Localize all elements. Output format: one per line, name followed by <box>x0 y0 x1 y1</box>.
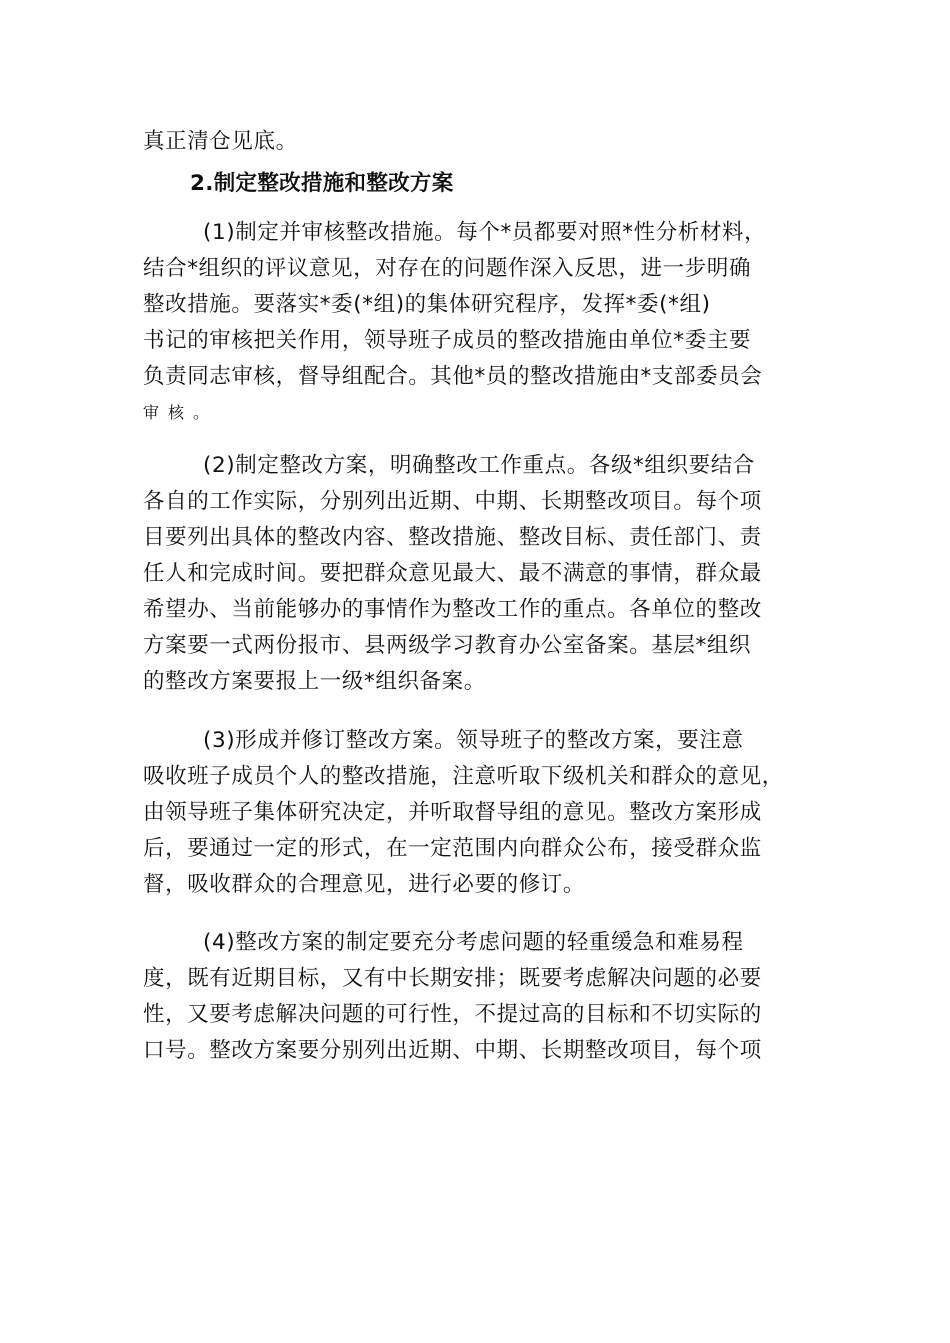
paragraph-1-line: 审核。 <box>143 403 219 422</box>
paragraph-2-line: 各自的工作实际，分别列出近期、中期、长期整改项目。每个项 <box>143 489 762 514</box>
paragraph-2-line: 希望办、当前能够办的事情作为整改工作的重点。各单位的整改 <box>143 597 762 622</box>
intro-line: 真正清仓见底。 <box>143 129 298 154</box>
paragraph-3-line: (3)形成并修订整改方案。领导班子的整改方案，要注意 <box>203 728 744 753</box>
paragraph-2-line: 方案要一式两份报市、县两级学习教育办公室备案。基层*组织 <box>143 633 752 658</box>
paragraph-1-line: (1)制定并审核整改措施。每个*员都要对照*性分析材料， <box>203 220 767 245</box>
paragraph-3-line: 督，吸收群众的合理意见，进行必要的修订。 <box>143 872 586 897</box>
paragraph-3-line: 吸收班子成员个人的整改措施，注意听取下级机关和群众的意见， <box>143 764 784 789</box>
paragraph-1-line: 结合*组织的评议意见，对存在的问题作深入反思，进一步明确 <box>143 256 752 281</box>
section-heading: 2.制定整改措施和整改方案 <box>190 171 454 196</box>
paragraph-4-line: (4)整改方案的制定要充分考虑问题的轻重缓急和难易程 <box>203 930 744 955</box>
paragraph-3-line: 由领导班子集体研究决定，并听取督导组的意见。整改方案形成 <box>143 800 762 825</box>
paragraph-1-line: 整改措施。要落实*委(*组)的集体研究程序，发挥*委(*组) <box>143 292 711 317</box>
paragraph-4-line: 性，又要考虑解决问题的可行性，不提过高的目标和不切实际的 <box>143 1002 762 1027</box>
paragraph-2-line: 任人和完成时间。要把群众意见最大、最不满意的事情，群众最 <box>143 561 762 586</box>
paragraph-4-line: 度，既有近期目标，又有中长期安排；既要考虑解决问题的必要 <box>143 966 762 991</box>
paragraph-1-line: 书记的审核把关作用，领导班子成员的整改措施由单位*委主要 <box>143 328 752 353</box>
paragraph-2-line: 的整改方案要报上一级*组织备案。 <box>143 669 486 694</box>
paragraph-2-line: 目要列出具体的整改内容、整改措施、整改目标、责任部门、责 <box>143 525 762 550</box>
paragraph-1-line: 负责同志审核，督导组配合。其他*员的整改措施由*支部委员会 <box>143 364 763 389</box>
paragraph-2-line: (2)制定整改方案，明确整改工作重点。各级*组织要结合 <box>203 453 755 478</box>
paragraph-4-line: 口号。整改方案要分别列出近期、中期、长期整改项目，每个项 <box>143 1038 762 1063</box>
paragraph-3-line: 后，要通过一定的形式，在一定范围内向群众公布，接受群众监 <box>143 836 762 861</box>
